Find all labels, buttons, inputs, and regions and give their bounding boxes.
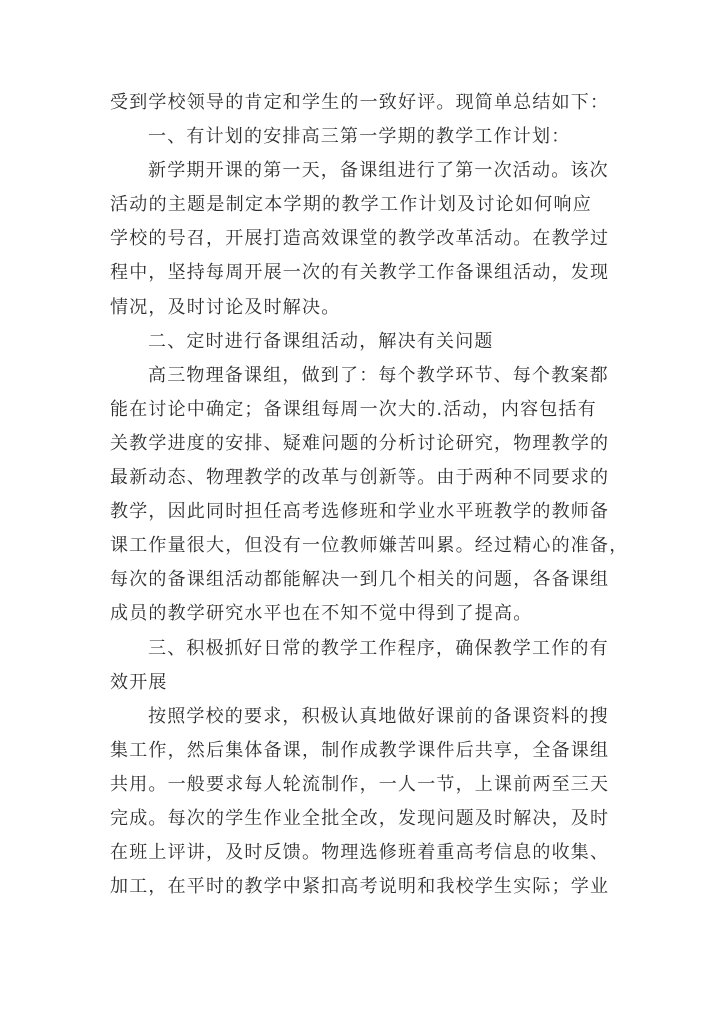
text-line: 三、积极抓好日常的教学工作程序，确保教学工作的有 (148, 637, 609, 659)
text-line: 活动的主题是制定本学期的教学工作计划及讨论如何响应 (110, 194, 592, 216)
text-line: 课工作量很大，但没有一位教师嫌苦叫累。经过精心的准备， (110, 535, 629, 557)
text-line: 新学期开课的第一天，备课组进行了第一次活动。该次 (148, 160, 609, 182)
text-line: 效开展 (110, 671, 168, 693)
text-line: 每次的备课组活动都能解决一到几个相关的问题，各备课组 (110, 569, 610, 591)
text-line: 学校的号召，开展打造高效课堂的教学改革活动。在教学过 (110, 228, 610, 250)
text-line: 关教学进度的安排、疑难问题的分析讨论研究，物理教学的 (110, 432, 610, 454)
text-line: 二、定时进行备课组活动，解决有关问题 (148, 330, 494, 352)
text-line: 教学，因此同时担任高考选修班和学业水平班教学的教师备 (110, 501, 610, 523)
text-line: 情况，及时讨论及时解决。 (110, 296, 341, 318)
document-body (110, 86, 629, 904)
paragraph (110, 154, 610, 324)
text-line: 按照学校的要求，积极认真地做好课前的备课资料的搜 (148, 705, 609, 727)
paragraph (110, 325, 592, 359)
text-line: 受到学校领导的肯定和学生的一致好评。现简单总结如下： (110, 92, 610, 113)
text-line: 在班上评讲，及时反馈。物理选修班着重高考信息的收集、 (110, 842, 610, 864)
paragraph (110, 120, 592, 154)
paragraph (110, 86, 610, 120)
text-line: 程中，坚持每周开展一次的有关教学工作备课组活动，发现 (110, 262, 610, 284)
text-line: 一、有计划的安排高三第一学期的教学工作计划： (148, 126, 571, 148)
paragraph (110, 359, 629, 632)
text-line: 能在讨论中确定；备课组每周一次大的.活动，内容包括有 (110, 398, 597, 420)
text-line: 高三物理备课组，做到了：每个教学环节、每个教案都 (148, 364, 609, 386)
paragraph (110, 700, 610, 905)
text-line: 完成。每次的学生作业全批全改，发现问题及时解决，及时 (110, 807, 610, 829)
text-line: 成员的教学研究水平也在不知不觉中得到了提高。 (110, 603, 533, 625)
paragraph (110, 632, 609, 700)
text-line: 加工，在平时的教学中紧扣高考说明和我校学生实际；学业 (110, 876, 610, 898)
text-line: 共用。一般要求每人轮流制作，一人一节，上课前两至三天 (110, 773, 610, 795)
text-line: 集工作，然后集体备课，制作成教学课件后共享，全备课组 (110, 739, 610, 761)
text-line: 最新动态、物理教学的改革与创新等。由于两种不同要求的 (110, 467, 610, 489)
